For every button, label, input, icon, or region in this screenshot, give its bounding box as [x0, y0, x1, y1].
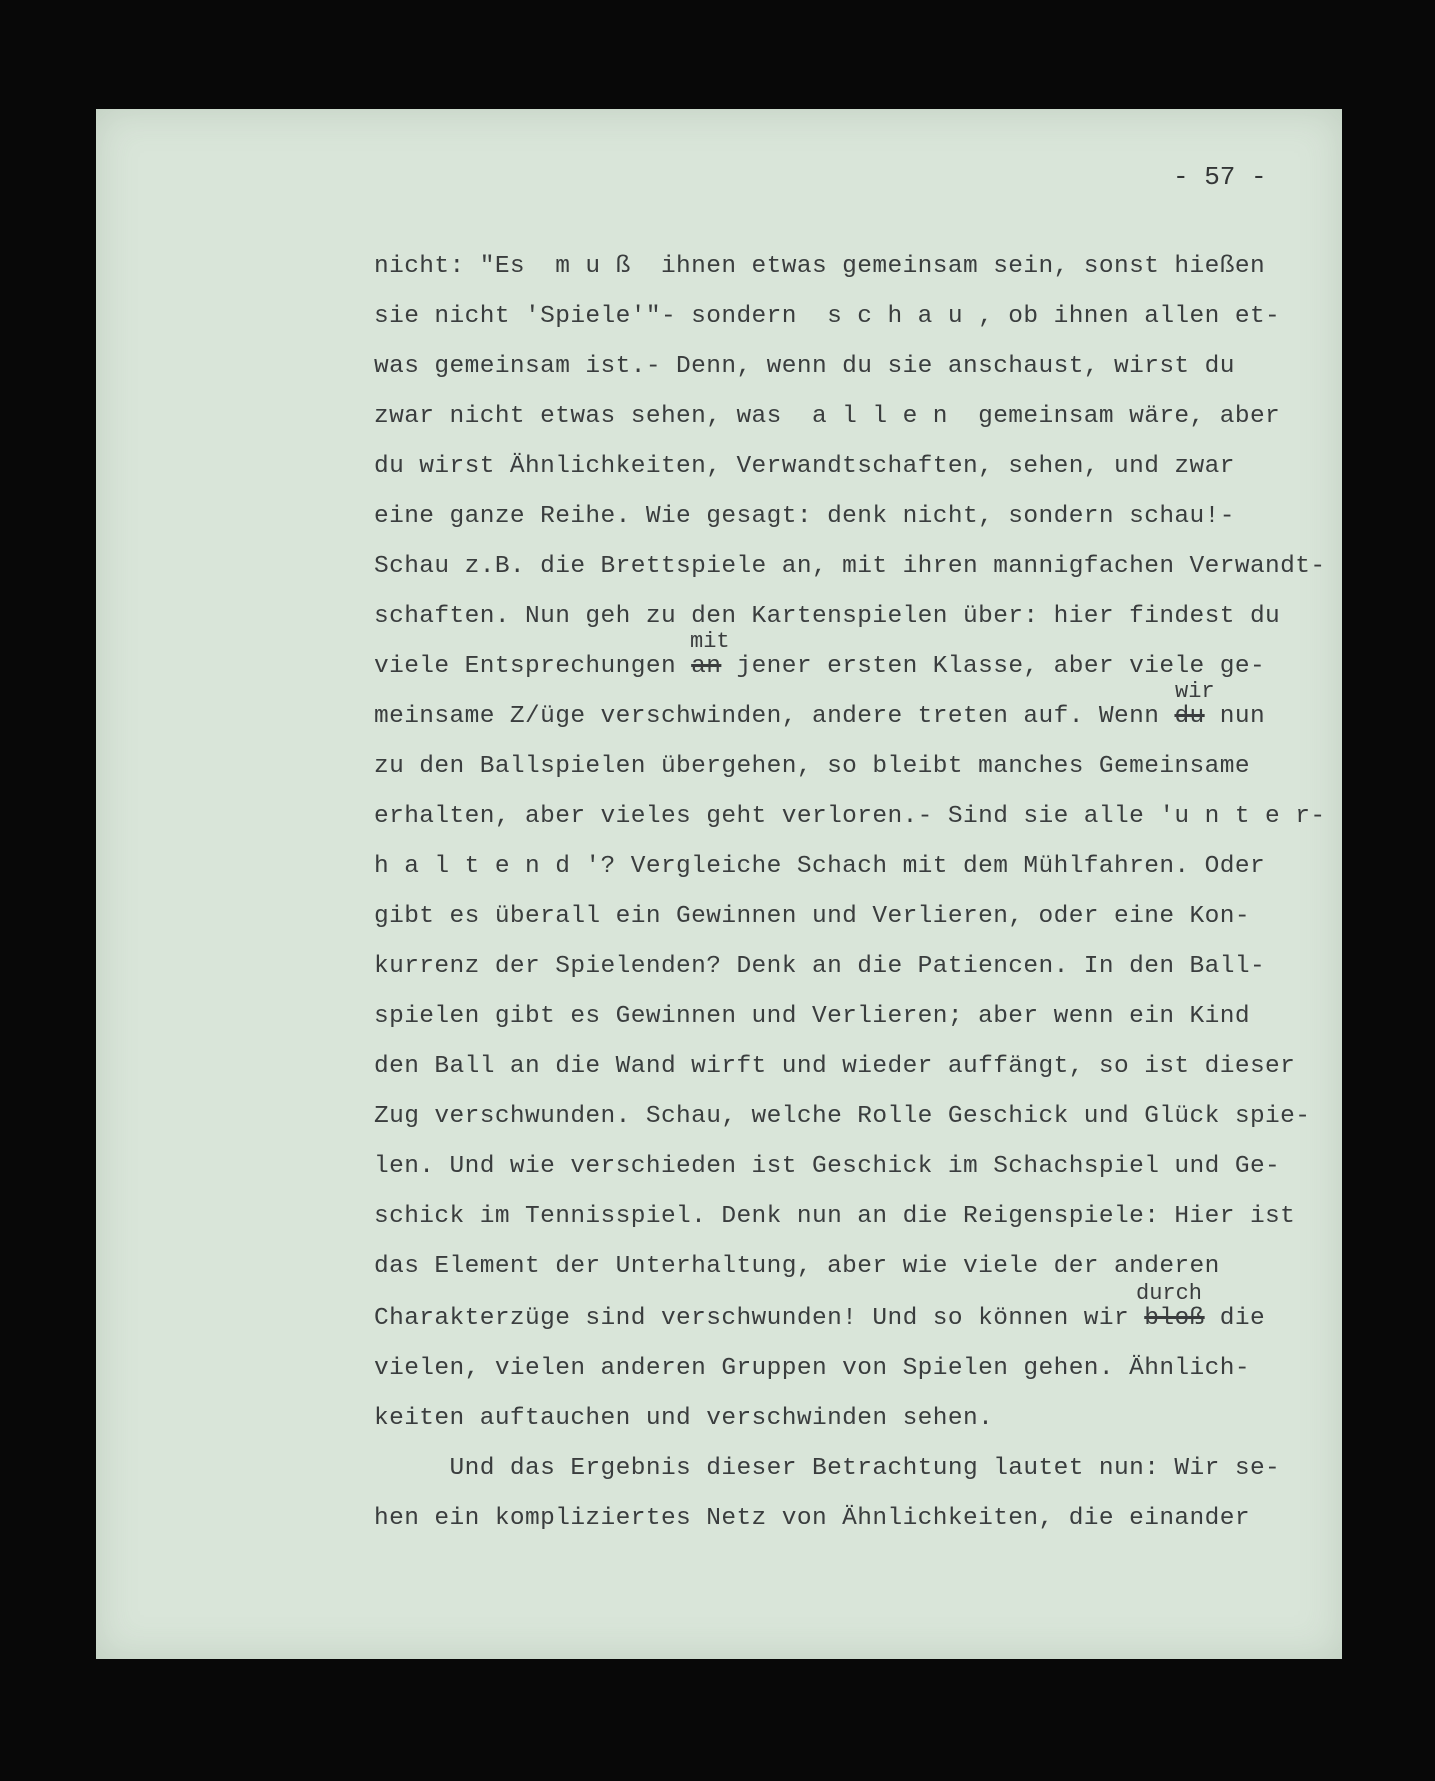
text-line: du wirst Ähnlichkeiten, Verwandtschaften, sehen, und zwar: [374, 453, 1235, 480]
text-line: gibt es überall ein Gewinnen und Verlieren, oder eine Kon-: [374, 903, 1250, 930]
text-line: das Element der Unterhaltung, aber wie viele der anderen: [374, 1253, 1220, 1280]
text-line: keiten auftauchen und verschwinden sehen.: [374, 1405, 994, 1432]
text-line: nicht: "Es m u ß ihnen etwas gemeinsam sein, sonst hießen: [374, 253, 1266, 280]
handwritten-insertion-mit: mit: [690, 629, 730, 654]
text-line: zwar nicht etwas sehen, was a l l e n gemeinsam wäre, aber: [374, 403, 1281, 430]
text-line: schick im Tennisspiel. Denk nun an die Reigenspiele: Hier ist: [374, 1203, 1296, 1230]
text-line-with-correction: viele Entsprechungen an jener ersten Klasse, aber viele ge-: [374, 653, 1266, 680]
struck-word: bloß: [1144, 1305, 1205, 1332]
text-line: Zug verschwunden. Schau, welche Rolle Geschick und Glück spie-: [374, 1103, 1311, 1130]
text-line: den Ball an die Wand wirft und wieder auffängt, so ist dieser: [374, 1053, 1296, 1080]
struck-word: du: [1174, 703, 1205, 730]
text-line: sie nicht 'Spiele'"- sondern s c h a u , ob ihnen allen et-: [374, 303, 1281, 330]
text-line-with-correction: Charakterzüge sind verschwunden! Und so können wir bloß die: [374, 1305, 1266, 1332]
text-line: eine ganze Reihe. Wie gesagt: denk nicht, sondern schau!-: [374, 503, 1235, 530]
text-line: was gemeinsam ist.- Denn, wenn du sie anschaust, wirst du: [374, 353, 1235, 380]
text-line: Schau z.B. die Brettspiele an, mit ihren mannigfachen Verwandt-: [374, 553, 1326, 580]
text-line: vielen, vielen anderen Gruppen von Spielen gehen. Ähnlich-: [374, 1355, 1250, 1382]
text-line-with-correction: meinsame Z/üge verschwinden, andere treten auf. Wenn du nun: [374, 703, 1266, 730]
text-line: schaften. Nun geh zu den Kartenspielen über: hier findest du: [374, 603, 1281, 630]
handwritten-insertion-wir: wir: [1175, 679, 1215, 704]
text-line: len. Und wie verschieden ist Geschick im Schachspiel und Ge-: [374, 1153, 1281, 1180]
text-line: h a l t e n d '? Vergleiche Schach mit dem Mühlfahren. Oder: [374, 853, 1266, 880]
page-number: - 57 -: [1173, 162, 1267, 192]
text-line: Und das Ergebnis dieser Betrachtung lautet nun: Wir se-: [374, 1455, 1281, 1482]
text-line: zu den Ballspielen übergehen, so bleibt manches Gemeinsame: [374, 753, 1250, 780]
handwritten-insertion-durch: durch: [1136, 1281, 1203, 1306]
struck-word: an: [691, 653, 722, 680]
text-line: spielen gibt es Gewinnen und Verlieren; aber wenn ein Kind: [374, 1003, 1250, 1030]
text-line: erhalten, aber vieles geht verloren.- Sind sie alle 'u n t e r-: [374, 803, 1326, 830]
text-line: kurrenz der Spielenden? Denk an die Patiencen. In den Ball-: [374, 953, 1266, 980]
text-line: hen ein kompliziertes Netz von Ähnlichkeiten, die einander: [374, 1505, 1250, 1532]
